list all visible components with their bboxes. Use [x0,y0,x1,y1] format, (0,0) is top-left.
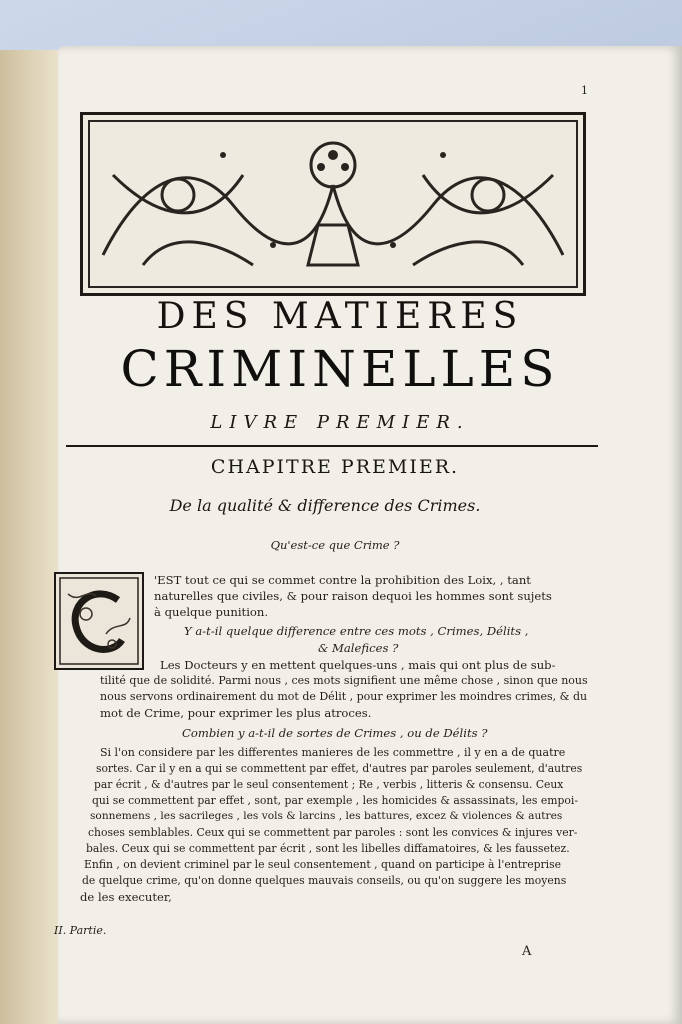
para3-line: bales. Ceux qui se commettent par écrit , sont les libelles diffamatoires, & les faussetez. [86,842,570,855]
question-2: Y a-t-il quelque difference entre ces mots , Crimes, Délits , [184,624,529,638]
para2-line: nous servons ordinairement du mot de Délit , pour exprimer les moindres crimes, & du [100,690,588,703]
para3-line: de les executer, [80,890,172,904]
question-2-cont: & Malefices ? [318,641,399,655]
page-number: 1 [581,84,588,97]
para2-line: mot de Crime, pour exprimer les plus atroces. [100,706,372,720]
para3-line: sonnemens , les sacrileges , les vols & larcins , les battures, excez & violences & autres [90,810,563,822]
para3-line: Si l'on considere par les differentes manieres de les commettre , il y en a de quatre [100,746,566,759]
para3-line: qui se commettent par effet , sont, par exemple , les homicides & assassinats, les empoi- [92,794,578,807]
para3-line: Enfin , on devient criminel par le seul consentement , quand on participe à l'entreprise [84,858,562,871]
question-1: Qu'est-ce que Crime ? [270,538,400,552]
para3-line: par écrit , & d'autres par le seul consentement ; Re , verbis , litteris & consensu. Ceux [94,778,564,791]
signature-mark: A [522,944,532,959]
ornamental-headpiece-icon [80,112,586,296]
para2-line: Les Docteurs y en mettent quelques-uns , mais qui ont plus de sub- [160,658,556,672]
footer-part: II. Partie. [54,924,107,937]
divider-rule [66,445,598,447]
para3-line: sortes. Car il y en a qui se commettent par effet, d'autres par paroles seulement, d'autres [96,762,583,775]
title-line-2: CRIMINELLES [120,340,560,398]
book-heading: LIVRE PREMIER. [210,412,470,433]
para3-line: de quelque crime, qu'on donne quelques mauvais conseils, ou qu'on suggere les moyens [82,874,567,887]
para1-line: 'EST tout ce qui se commet contre la prohibition des Loix, , tant [154,573,531,587]
para3-line: choses semblables. Ceux qui se commettent par paroles : sont les convices & injures ver- [88,826,578,839]
para1-line: naturelles que civiles, & pour raison dequoi les hommes sont sujets [154,589,552,603]
floral-dropcap-icon [54,572,144,670]
para1-line: à quelque punition. [154,605,269,619]
title-line-1: DES MATIERES [156,296,524,337]
question-3: Combien y a-t-il de sortes de Crimes , ou de Délits ? [182,726,488,740]
para2-line: tilité que de solidité. Parmi nous , ces mots signifient une même chose , sinon que nous [100,674,588,687]
chapter-subtitle: De la qualité & difference des Crimes. [169,496,481,515]
chapter-heading: CHAPITRE PREMIER. [210,456,460,478]
